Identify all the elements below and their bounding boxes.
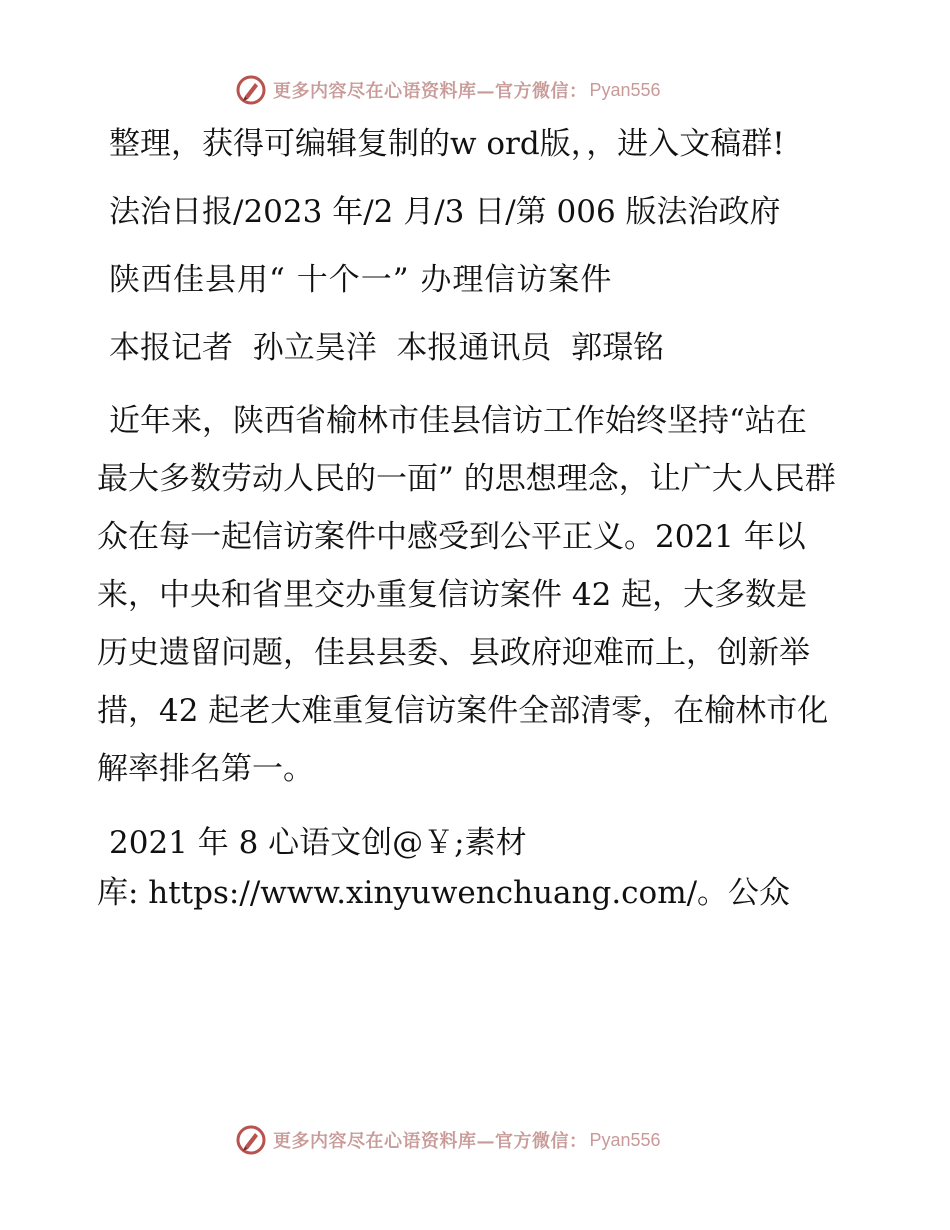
tail-line-2: 库: https://www.xinyuwenchuang.com/。公众: [97, 875, 791, 911]
tail-line-1: 2021 年 8 心语文创@￥;素材: [109, 825, 527, 861]
pen-logo-icon: [235, 1124, 267, 1156]
article-byline: 本报记者 孙立昊洋 本报通讯员 郭璟铭: [109, 330, 665, 366]
source-line: 法治日报/2023 年/2 月/3 日/第 006 版法治政府: [109, 194, 781, 230]
article-title: 陕西佳县用“ 十个一” 办理信访案件: [109, 262, 613, 298]
footer-banner: [235, 1122, 661, 1158]
article-paragraph: 近年来，陕西省榆林市佳县信访工作始终坚持“站在最大多数劳动人民的一面” 的思想理念，让广大人民群众在每一起信访案件中感受到公平正义。2021 年以来，中央和省里交办重复信访案件 42 起，大多数是历史遗留问题，佳县县委、县政府迎难而上，创新举措，42 起老大难重复信访案件全部清零，在榆林市化解率排名第一。: [97, 403, 836, 787]
banner-wechat-id: Pyan556: [589, 79, 661, 100]
header-banner: [235, 72, 661, 108]
banner-wechat-id: Pyan556: [589, 1129, 661, 1150]
pen-logo-icon: [235, 74, 267, 106]
document-body: [97, 120, 837, 938]
banner-text: 更多内容尽在心语资料库—官方微信：: [273, 1131, 588, 1152]
intro-paragraph: 整理，获得可编辑复制的w ord版，，进入文稿群!: [109, 126, 785, 162]
banner-text: 更多内容尽在心语资料库—官方微信：: [273, 81, 588, 102]
